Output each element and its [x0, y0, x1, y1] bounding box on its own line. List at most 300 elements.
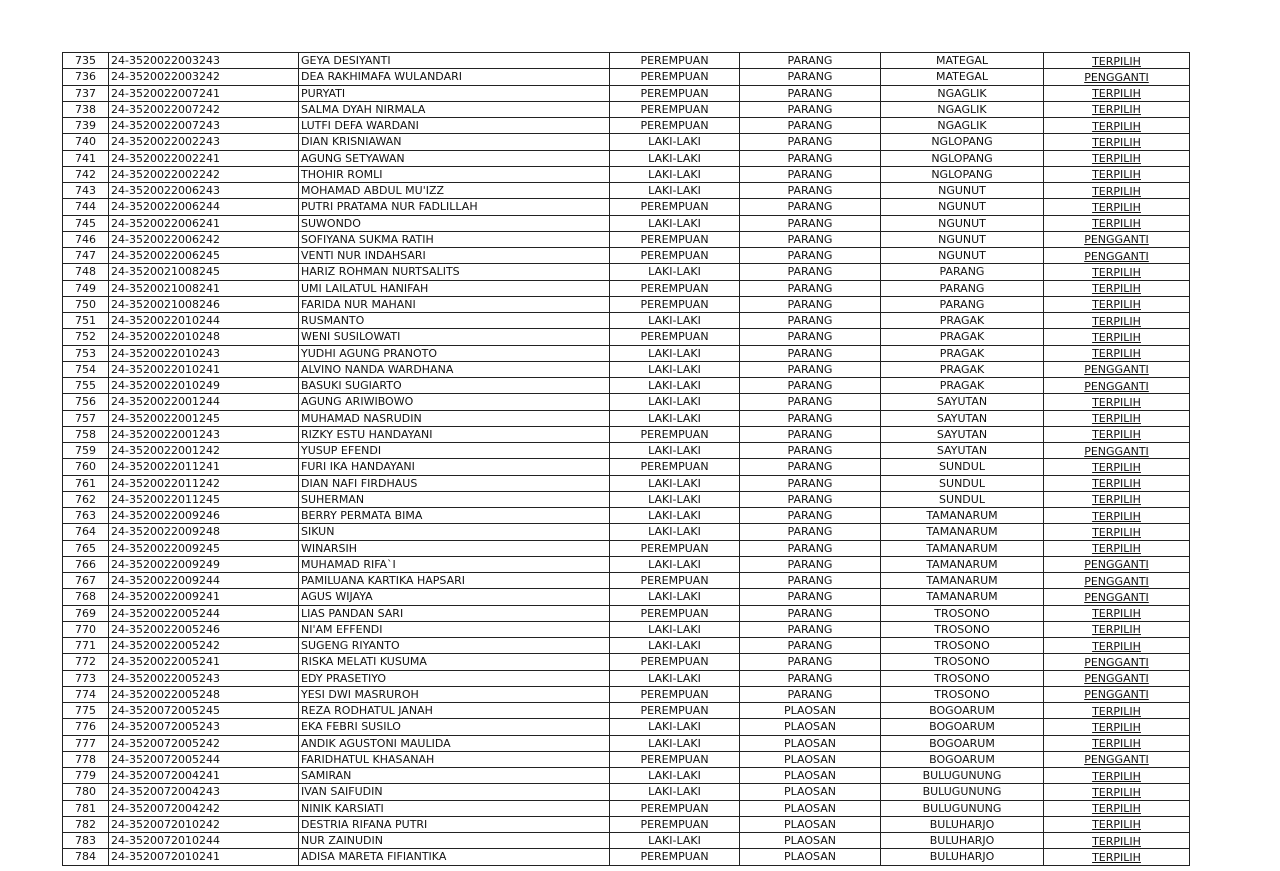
row-number-cell: 748	[63, 264, 109, 280]
status-cell: TERPILIH	[1044, 410, 1190, 426]
registration-id-cell: 24-3520022001245	[109, 410, 299, 426]
row-number-cell: 746	[63, 231, 109, 247]
district-cell: PLAOSAN	[740, 833, 881, 849]
status-cell: TERPILIH	[1044, 313, 1190, 329]
status-cell: TERPILIH	[1044, 101, 1190, 117]
table-row	[63, 296, 1190, 312]
row-number-cell: 745	[63, 215, 109, 231]
row-number-cell: 751	[63, 313, 109, 329]
gender-cell: LAKI-LAKI	[610, 134, 740, 150]
table-row	[63, 199, 1190, 215]
name-cell: RISKA MELATI KUSUMA	[299, 654, 610, 670]
table-row	[63, 540, 1190, 556]
table-row	[63, 849, 1190, 865]
registration-id-cell: 24-3520022010241	[109, 361, 299, 377]
status-cell: TERPILIH	[1044, 816, 1190, 832]
registration-id-cell: 24-3520022007243	[109, 118, 299, 134]
district-cell: PARANG	[740, 605, 881, 621]
village-cell: MATEGAL	[881, 69, 1044, 85]
gender-cell: PEREMPUAN	[610, 296, 740, 312]
name-cell: FURI IKA HANDAYANI	[299, 459, 610, 475]
name-cell: DIAN NAFI FIRDHAUS	[299, 475, 610, 491]
district-cell: PARANG	[740, 621, 881, 637]
registration-id-cell: 24-3520022010248	[109, 329, 299, 345]
district-cell: PARANG	[740, 410, 881, 426]
status-cell: TERPILIH	[1044, 394, 1190, 410]
status-cell: TERPILIH	[1044, 784, 1190, 800]
registration-id-cell: 24-3520022011241	[109, 459, 299, 475]
gender-cell: LAKI-LAKI	[610, 833, 740, 849]
row-number-cell: 756	[63, 394, 109, 410]
village-cell: PRAGAK	[881, 361, 1044, 377]
table-row	[63, 183, 1190, 199]
gender-cell: PEREMPUAN	[610, 101, 740, 117]
registration-id-cell: 24-3520022009249	[109, 556, 299, 572]
village-cell: NGUNUT	[881, 183, 1044, 199]
village-cell: NGAGLIK	[881, 118, 1044, 134]
table-row	[63, 768, 1190, 784]
row-number-cell: 738	[63, 101, 109, 117]
status-cell: TERPILIH	[1044, 638, 1190, 654]
row-number-cell: 775	[63, 703, 109, 719]
table-row	[63, 410, 1190, 426]
row-number-cell: 768	[63, 589, 109, 605]
district-cell: PARANG	[740, 491, 881, 507]
status-cell: TERPILIH	[1044, 329, 1190, 345]
status-cell: PENGGANTI	[1044, 248, 1190, 264]
table-row	[63, 816, 1190, 832]
district-cell: PARANG	[740, 199, 881, 215]
village-cell: PARANG	[881, 296, 1044, 312]
registration-id-cell: 24-3520022003243	[109, 53, 299, 69]
row-number-cell: 739	[63, 118, 109, 134]
table-row	[63, 378, 1190, 394]
gender-cell: LAKI-LAKI	[610, 183, 740, 199]
gender-cell: PEREMPUAN	[610, 605, 740, 621]
name-cell: YUDHI AGUNG PRANOTO	[299, 345, 610, 361]
table-row	[63, 443, 1190, 459]
row-number-cell: 781	[63, 800, 109, 816]
name-cell: WENI SUSILOWATI	[299, 329, 610, 345]
district-cell: PARANG	[740, 573, 881, 589]
district-cell: PARANG	[740, 508, 881, 524]
registration-id-cell: 24-3520022006245	[109, 248, 299, 264]
row-number-cell: 749	[63, 280, 109, 296]
village-cell: TROSONO	[881, 654, 1044, 670]
table-body	[63, 53, 1190, 866]
status-cell: TERPILIH	[1044, 264, 1190, 280]
village-cell: MATEGAL	[881, 53, 1044, 69]
district-cell: PLAOSAN	[740, 784, 881, 800]
village-cell: TROSONO	[881, 686, 1044, 702]
status-cell: TERPILIH	[1044, 134, 1190, 150]
name-cell: YESI DWI MASRUROH	[299, 686, 610, 702]
gender-cell: PEREMPUAN	[610, 426, 740, 442]
status-cell: PENGGANTI	[1044, 573, 1190, 589]
village-cell: PARANG	[881, 280, 1044, 296]
name-cell: BASUKI SUGIARTO	[299, 378, 610, 394]
gender-cell: PEREMPUAN	[610, 231, 740, 247]
registration-id-cell: 24-3520022003242	[109, 69, 299, 85]
village-cell: SAYUTAN	[881, 443, 1044, 459]
gender-cell: LAKI-LAKI	[610, 378, 740, 394]
row-number-cell: 741	[63, 150, 109, 166]
table-row	[63, 751, 1190, 767]
table-row	[63, 686, 1190, 702]
registration-id-cell: 24-3520022005242	[109, 638, 299, 654]
table-row	[63, 784, 1190, 800]
name-cell: AGUNG SETYAWAN	[299, 150, 610, 166]
gender-cell: PEREMPUAN	[610, 751, 740, 767]
row-number-cell: 763	[63, 508, 109, 524]
district-cell: PARANG	[740, 101, 881, 117]
village-cell: TAMANARUM	[881, 540, 1044, 556]
table-row	[63, 394, 1190, 410]
district-cell: PARANG	[740, 654, 881, 670]
row-number-cell: 764	[63, 524, 109, 540]
district-cell: PARANG	[740, 638, 881, 654]
village-cell: PRAGAK	[881, 378, 1044, 394]
row-number-cell: 754	[63, 361, 109, 377]
gender-cell: PEREMPUAN	[610, 849, 740, 865]
row-number-cell: 743	[63, 183, 109, 199]
status-cell: TERPILIH	[1044, 833, 1190, 849]
status-cell: TERPILIH	[1044, 605, 1190, 621]
status-cell: PENGGANTI	[1044, 69, 1190, 85]
row-number-cell: 737	[63, 85, 109, 101]
name-cell: UMI LAILATUL HANIFAH	[299, 280, 610, 296]
name-cell: DESTRIA RIFANA PUTRI	[299, 816, 610, 832]
table-row	[63, 248, 1190, 264]
row-number-cell: 758	[63, 426, 109, 442]
gender-cell: PEREMPUAN	[610, 69, 740, 85]
village-cell: SAYUTAN	[881, 394, 1044, 410]
district-cell: PLAOSAN	[740, 816, 881, 832]
village-cell: SUNDUL	[881, 459, 1044, 475]
registration-id-cell: 24-3520022005243	[109, 670, 299, 686]
name-cell: FARIDHATUL KHASANAH	[299, 751, 610, 767]
gender-cell: LAKI-LAKI	[610, 166, 740, 182]
gender-cell: LAKI-LAKI	[610, 508, 740, 524]
district-cell: PARANG	[740, 280, 881, 296]
table-row	[63, 459, 1190, 475]
table-row	[63, 426, 1190, 442]
registration-id-cell: 24-3520022006244	[109, 199, 299, 215]
name-cell: SIKUN	[299, 524, 610, 540]
row-number-cell: 760	[63, 459, 109, 475]
table-row	[63, 134, 1190, 150]
status-cell: TERPILIH	[1044, 459, 1190, 475]
village-cell: TAMANARUM	[881, 556, 1044, 572]
status-cell: TERPILIH	[1044, 491, 1190, 507]
table-row	[63, 345, 1190, 361]
row-number-cell: 783	[63, 833, 109, 849]
name-cell: THOHIR ROMLI	[299, 166, 610, 182]
row-number-cell: 766	[63, 556, 109, 572]
row-number-cell: 771	[63, 638, 109, 654]
row-number-cell: 742	[63, 166, 109, 182]
table-row	[63, 589, 1190, 605]
name-cell: PUTRI PRATAMA NUR FADLILLAH	[299, 199, 610, 215]
village-cell: NGLOPANG	[881, 150, 1044, 166]
village-cell: NGAGLIK	[881, 85, 1044, 101]
gender-cell: PEREMPUAN	[610, 800, 740, 816]
status-cell: PENGGANTI	[1044, 231, 1190, 247]
row-number-cell: 773	[63, 670, 109, 686]
village-cell: TAMANARUM	[881, 508, 1044, 524]
status-cell: TERPILIH	[1044, 53, 1190, 69]
gender-cell: LAKI-LAKI	[610, 589, 740, 605]
gender-cell: PEREMPUAN	[610, 654, 740, 670]
village-cell: BOGOARUM	[881, 719, 1044, 735]
district-cell: PLAOSAN	[740, 735, 881, 751]
village-cell: PRAGAK	[881, 329, 1044, 345]
status-cell: PENGGANTI	[1044, 670, 1190, 686]
district-cell: PARANG	[740, 215, 881, 231]
district-cell: PARANG	[740, 118, 881, 134]
registration-id-cell: 24-3520022005244	[109, 605, 299, 621]
name-cell: SUHERMAN	[299, 491, 610, 507]
village-cell: NGUNUT	[881, 215, 1044, 231]
status-cell: PENGGANTI	[1044, 686, 1190, 702]
status-cell: TERPILIH	[1044, 735, 1190, 751]
village-cell: BOGOARUM	[881, 703, 1044, 719]
name-cell: MOHAMAD ABDUL MU'IZZ	[299, 183, 610, 199]
village-cell: TAMANARUM	[881, 573, 1044, 589]
status-cell: TERPILIH	[1044, 800, 1190, 816]
district-cell: PARANG	[740, 313, 881, 329]
gender-cell: LAKI-LAKI	[610, 410, 740, 426]
registration-id-cell: 24-3520072004243	[109, 784, 299, 800]
name-cell: PURYATI	[299, 85, 610, 101]
gender-cell: LAKI-LAKI	[610, 621, 740, 637]
status-cell: TERPILIH	[1044, 199, 1190, 215]
registration-id-cell: 24-3520072010242	[109, 816, 299, 832]
registration-id-cell: 24-3520072004242	[109, 800, 299, 816]
village-cell: TROSONO	[881, 638, 1044, 654]
row-number-cell: 772	[63, 654, 109, 670]
table-row	[63, 475, 1190, 491]
name-cell: DEA RAKHIMAFA WULANDARI	[299, 69, 610, 85]
gender-cell: LAKI-LAKI	[610, 670, 740, 686]
table-row	[63, 150, 1190, 166]
name-cell: PAMILUANA KARTIKA HAPSARI	[299, 573, 610, 589]
name-cell: RUSMANTO	[299, 313, 610, 329]
village-cell: PRAGAK	[881, 345, 1044, 361]
district-cell: PARANG	[740, 345, 881, 361]
status-cell: PENGGANTI	[1044, 378, 1190, 394]
village-cell: NGUNUT	[881, 231, 1044, 247]
registration-id-cell: 24-3520022002241	[109, 150, 299, 166]
district-cell: PARANG	[740, 296, 881, 312]
status-cell: PENGGANTI	[1044, 443, 1190, 459]
table-row	[63, 735, 1190, 751]
district-cell: PARANG	[740, 134, 881, 150]
name-cell: VENTI NUR INDAHSARI	[299, 248, 610, 264]
district-cell: PLAOSAN	[740, 751, 881, 767]
registration-id-cell: 24-3520022007242	[109, 101, 299, 117]
district-cell: PARANG	[740, 443, 881, 459]
district-cell: PLAOSAN	[740, 703, 881, 719]
registration-id-cell: 24-3520022011245	[109, 491, 299, 507]
table-row	[63, 833, 1190, 849]
district-cell: PLAOSAN	[740, 768, 881, 784]
registration-id-cell: 24-3520072010244	[109, 833, 299, 849]
status-cell: TERPILIH	[1044, 85, 1190, 101]
row-number-cell: 762	[63, 491, 109, 507]
registration-id-cell: 24-3520022001243	[109, 426, 299, 442]
name-cell: ALVINO NANDA WARDHANA	[299, 361, 610, 377]
status-cell: TERPILIH	[1044, 703, 1190, 719]
row-number-cell: 769	[63, 605, 109, 621]
name-cell: NI'AM EFFENDI	[299, 621, 610, 637]
gender-cell: PEREMPUAN	[610, 85, 740, 101]
district-cell: PARANG	[740, 248, 881, 264]
name-cell: WINARSIH	[299, 540, 610, 556]
table-row	[63, 69, 1190, 85]
name-cell: DIAN KRISNIAWAN	[299, 134, 610, 150]
table-row	[63, 215, 1190, 231]
village-cell: SUNDUL	[881, 491, 1044, 507]
status-cell: TERPILIH	[1044, 345, 1190, 361]
name-cell: ADISA MARETA FIFIANTIKA	[299, 849, 610, 865]
registration-id-cell: 24-3520022011242	[109, 475, 299, 491]
gender-cell: LAKI-LAKI	[610, 150, 740, 166]
district-cell: PLAOSAN	[740, 719, 881, 735]
village-cell: BOGOARUM	[881, 735, 1044, 751]
row-number-cell: 780	[63, 784, 109, 800]
status-cell: TERPILIH	[1044, 183, 1190, 199]
district-cell: PARANG	[740, 69, 881, 85]
table-row	[63, 53, 1190, 69]
gender-cell: LAKI-LAKI	[610, 215, 740, 231]
table-row	[63, 524, 1190, 540]
registration-id-cell: 24-3520022010243	[109, 345, 299, 361]
row-number-cell: 759	[63, 443, 109, 459]
gender-cell: LAKI-LAKI	[610, 524, 740, 540]
name-cell: EDY PRASETIYO	[299, 670, 610, 686]
table-row	[63, 166, 1190, 182]
registration-id-cell: 24-3520021008245	[109, 264, 299, 280]
registration-id-cell: 24-3520022007241	[109, 85, 299, 101]
village-cell: BULUHARJO	[881, 833, 1044, 849]
table-row	[63, 556, 1190, 572]
table-row	[63, 719, 1190, 735]
gender-cell: LAKI-LAKI	[610, 475, 740, 491]
gender-cell: LAKI-LAKI	[610, 345, 740, 361]
name-cell: HARIZ ROHMAN NURTSALITS	[299, 264, 610, 280]
row-number-cell: 778	[63, 751, 109, 767]
village-cell: NGLOPANG	[881, 166, 1044, 182]
village-cell: BOGOARUM	[881, 751, 1044, 767]
name-cell: AGUS WIJAYA	[299, 589, 610, 605]
registration-id-cell: 24-3520072005244	[109, 751, 299, 767]
gender-cell: PEREMPUAN	[610, 118, 740, 134]
row-number-cell: 747	[63, 248, 109, 264]
gender-cell: PEREMPUAN	[610, 248, 740, 264]
table-row	[63, 101, 1190, 117]
registration-id-cell: 24-3520022009248	[109, 524, 299, 540]
village-cell: BULUGUNUNG	[881, 800, 1044, 816]
name-cell: SALMA DYAH NIRMALA	[299, 101, 610, 117]
gender-cell: LAKI-LAKI	[610, 556, 740, 572]
status-cell: TERPILIH	[1044, 621, 1190, 637]
name-cell: FARIDA NUR MAHANI	[299, 296, 610, 312]
district-cell: PLAOSAN	[740, 800, 881, 816]
row-number-cell: 735	[63, 53, 109, 69]
village-cell: NGUNUT	[881, 199, 1044, 215]
gender-cell: LAKI-LAKI	[610, 735, 740, 751]
status-cell: PENGGANTI	[1044, 556, 1190, 572]
gender-cell: LAKI-LAKI	[610, 638, 740, 654]
status-cell: TERPILIH	[1044, 296, 1190, 312]
registration-id-cell: 24-3520072005243	[109, 719, 299, 735]
district-cell: PARANG	[740, 686, 881, 702]
name-cell: MUHAMAD RIFA`I	[299, 556, 610, 572]
district-cell: PARANG	[740, 524, 881, 540]
gender-cell: LAKI-LAKI	[610, 313, 740, 329]
registration-id-cell: 24-3520022009245	[109, 540, 299, 556]
district-cell: PARANG	[740, 183, 881, 199]
status-cell: TERPILIH	[1044, 280, 1190, 296]
name-cell: GEYA DESIYANTI	[299, 53, 610, 69]
name-cell: IVAN SAIFUDIN	[299, 784, 610, 800]
registration-id-cell: 24-3520022006241	[109, 215, 299, 231]
name-cell: LIAS PANDAN SARI	[299, 605, 610, 621]
name-cell: NINIK KARSIATI	[299, 800, 610, 816]
gender-cell: PEREMPUAN	[610, 703, 740, 719]
table-row	[63, 621, 1190, 637]
registration-id-cell: 24-3520022009246	[109, 508, 299, 524]
gender-cell: PEREMPUAN	[610, 459, 740, 475]
status-cell: TERPILIH	[1044, 150, 1190, 166]
name-cell: NUR ZAINUDIN	[299, 833, 610, 849]
row-number-cell: 744	[63, 199, 109, 215]
gender-cell: PEREMPUAN	[610, 280, 740, 296]
status-cell: TERPILIH	[1044, 524, 1190, 540]
table-row	[63, 85, 1190, 101]
status-cell: PENGGANTI	[1044, 751, 1190, 767]
district-cell: PARANG	[740, 556, 881, 572]
registration-id-cell: 24-3520072010241	[109, 849, 299, 865]
status-cell: TERPILIH	[1044, 719, 1190, 735]
district-cell: PARANG	[740, 85, 881, 101]
gender-cell: PEREMPUAN	[610, 53, 740, 69]
village-cell: SUNDUL	[881, 475, 1044, 491]
registration-id-cell: 24-3520022005241	[109, 654, 299, 670]
registration-id-cell: 24-3520022009241	[109, 589, 299, 605]
gender-cell: LAKI-LAKI	[610, 768, 740, 784]
name-cell: SUWONDO	[299, 215, 610, 231]
district-cell: PARANG	[740, 329, 881, 345]
district-cell: PARANG	[740, 589, 881, 605]
name-cell: RIZKY ESTU HANDAYANI	[299, 426, 610, 442]
status-cell: TERPILIH	[1044, 540, 1190, 556]
row-number-cell: 767	[63, 573, 109, 589]
registration-id-cell: 24-3520021008246	[109, 296, 299, 312]
name-cell: LUTFI DEFA WARDANI	[299, 118, 610, 134]
row-number-cell: 736	[63, 69, 109, 85]
name-cell: MUHAMAD NASRUDIN	[299, 410, 610, 426]
registration-id-cell: 24-3520022010244	[109, 313, 299, 329]
row-number-cell: 740	[63, 134, 109, 150]
status-cell: PENGGANTI	[1044, 589, 1190, 605]
district-cell: PARANG	[740, 231, 881, 247]
district-cell: PARANG	[740, 426, 881, 442]
table-row	[63, 508, 1190, 524]
table-row	[63, 313, 1190, 329]
row-number-cell: 776	[63, 719, 109, 735]
